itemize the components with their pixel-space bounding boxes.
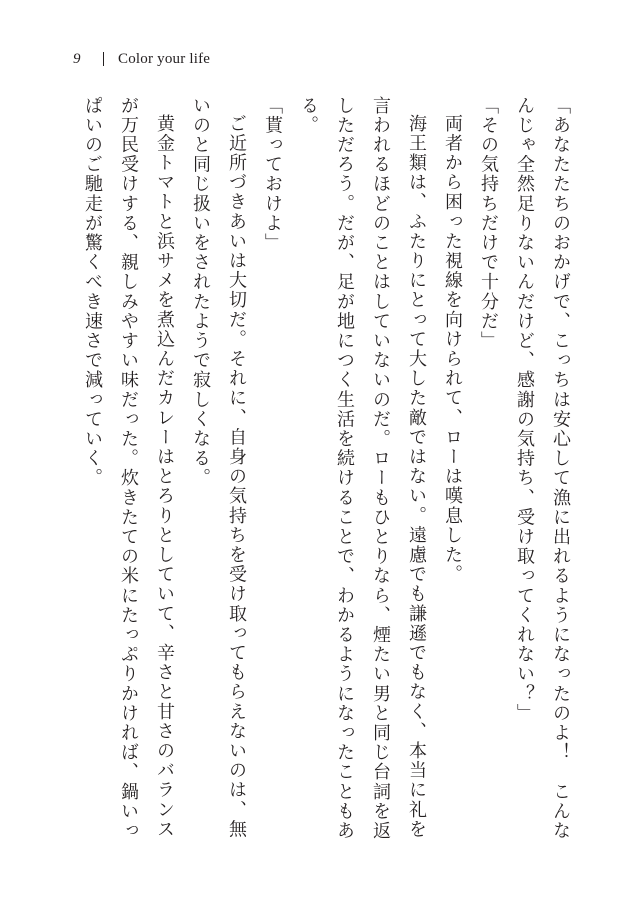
paragraph-narration: ご近所づきあいは大切だ。それに、自身の気持ちを受け取ってもらえないのは、無いのと同じ扱いをされたようで寂しくなる。: [190, 96, 247, 840]
page-number: 9: [73, 50, 81, 67]
paragraph-narration: 両者から困った視線を向けられて、ローは嘆息した。: [442, 114, 463, 585]
paragraph-dialogue: 「その気持ちだけで十分だ」: [478, 96, 499, 351]
paragraph-narration: 黄金トマトと浜サメを煮込んだカレーはとろりとしていて、辛さと甘さのバランスが万民受けする、親しみやすい味だった。炊きたての米にたっぷりかければ、鍋いっぱいのご馳走が驚くべき速さで減っていく。: [82, 96, 175, 841]
page-header: [73, 44, 210, 74]
paragraph-dialogue: 「あなたたちのおかげで、こっちは安心して漁に出れるようになったのよ！ こんなんじゃ全然足りないんだけど、感謝の気持ち、受け取ってくれない？」: [514, 96, 571, 841]
running-title: Color your life: [118, 50, 211, 67]
paragraph-narration: 海王類は、ふたりにとって大した敵ではない。遠慮でも謙遜でもなく、本当に礼を言われるほどのことはしていないのだ。ローもひとりなら、煙たい男と同じ台詞を返しただろう。だが、足が地につく生活を続けることで、わかるようになったこともある。: [298, 96, 427, 841]
body-text: [74, 96, 578, 856]
paragraph-dialogue: 「貰っておけよ」: [262, 96, 283, 253]
header-divider: [103, 52, 104, 66]
